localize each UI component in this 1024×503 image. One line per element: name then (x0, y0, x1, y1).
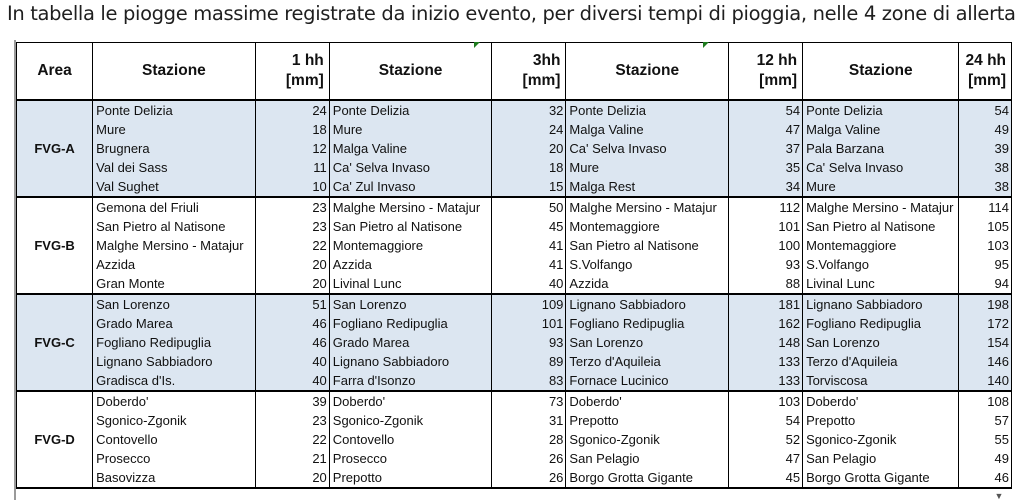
value-cell[interactable]: 45 (728, 468, 802, 488)
value-cell[interactable]: 108 (959, 391, 1012, 411)
station-cell[interactable]: Livinal Lunc (803, 274, 959, 294)
station-cell[interactable]: San Pietro al Natisone (566, 236, 729, 255)
station-cell[interactable]: Borgo Grotta Gigante (803, 468, 959, 488)
table-row (17, 158, 1012, 177)
value-cell[interactable]: 38 (959, 158, 1012, 177)
station-cell[interactable]: Montemaggiore (566, 217, 729, 236)
value-cell[interactable]: 52 (728, 430, 802, 449)
header-1h: 1 hh [mm] (255, 43, 329, 101)
table-row (17, 294, 1012, 314)
station-cell[interactable]: Farra d'Isonzo (329, 371, 492, 391)
station-cell[interactable]: S.Volfango (566, 255, 729, 274)
station-cell[interactable]: Ponte Delizia (93, 100, 256, 120)
station-cell[interactable]: Montemaggiore (803, 236, 959, 255)
station-cell[interactable]: Ponte Delizia (329, 100, 492, 120)
value-cell[interactable]: 40 (492, 274, 566, 294)
value-cell[interactable]: 45 (492, 217, 566, 236)
station-cell[interactable]: Gradisca d'Is. (93, 371, 256, 391)
station-cell[interactable]: Lignano Sabbiadoro (93, 352, 256, 371)
value-cell[interactable]: 103 (728, 391, 802, 411)
station-cell[interactable]: Fogliano Redipuglia (803, 314, 959, 333)
station-cell[interactable]: Malga Rest (566, 177, 729, 197)
value-cell[interactable]: 31 (492, 411, 566, 430)
station-cell[interactable]: Livinal Lunc (329, 274, 492, 294)
station-cell[interactable]: Doberdo' (566, 391, 729, 411)
station-cell[interactable]: Prosecco (329, 449, 492, 468)
station-cell[interactable]: San Lorenzo (93, 294, 256, 314)
station-cell[interactable]: Doberdo' (329, 391, 492, 411)
value-cell[interactable]: 114 (959, 197, 1012, 217)
header-station-12h: Stazione (566, 43, 729, 101)
table-row (17, 391, 1012, 411)
station-cell[interactable]: Prepotto (566, 411, 729, 430)
station-cell[interactable]: Gemona del Friuli (93, 197, 256, 217)
station-cell[interactable]: Azzida (566, 274, 729, 294)
station-cell[interactable]: Montemaggiore (329, 236, 492, 255)
value-cell[interactable]: 28 (492, 430, 566, 449)
value-cell[interactable]: 35 (728, 158, 802, 177)
station-cell[interactable]: Grado Marea (93, 314, 256, 333)
value-cell[interactable]: 83 (492, 371, 566, 391)
station-cell[interactable]: San Pietro al Natisone (329, 217, 492, 236)
table-row (17, 314, 1012, 333)
zone-label: FVG-B (17, 197, 93, 294)
value-cell[interactable]: 38 (959, 177, 1012, 197)
chevron-down-icon[interactable]: ▼ (994, 491, 1004, 501)
table-caption: In tabella le piogge massime registrate da inizio evento, per diversi tempi di pioggia, nelle 4 zone di allerta (7, 2, 1016, 25)
value-cell[interactable]: 15 (492, 177, 566, 197)
station-cell[interactable]: Sgonico-Zgonik (566, 430, 729, 449)
value-cell[interactable]: 181 (728, 294, 802, 314)
zone-label: FVG-A (17, 100, 93, 197)
value-cell[interactable]: 109 (492, 294, 566, 314)
station-cell[interactable]: Fogliano Redipuglia (566, 314, 729, 333)
value-cell[interactable]: 89 (492, 352, 566, 371)
station-cell[interactable]: Malghe Mersino - Matajur (566, 197, 729, 217)
value-cell[interactable]: 154 (959, 333, 1012, 352)
value-cell[interactable]: 73 (492, 391, 566, 411)
value-cell[interactable]: 95 (959, 255, 1012, 274)
station-cell[interactable]: Prosecco (93, 449, 256, 468)
station-cell[interactable]: Prepotto (329, 468, 492, 488)
station-cell[interactable]: Mure (329, 120, 492, 139)
value-cell[interactable]: 105 (959, 217, 1012, 236)
station-cell[interactable]: Fogliano Redipuglia (329, 314, 492, 333)
station-cell[interactable]: Torviscosa (803, 371, 959, 391)
station-cell[interactable]: Mure (93, 120, 256, 139)
value-cell[interactable]: 10 (255, 177, 329, 197)
station-cell[interactable]: San Lorenzo (566, 333, 729, 352)
station-cell[interactable]: Ca' Selva Invaso (803, 158, 959, 177)
station-cell[interactable]: Sgonico-Zgonik (329, 411, 492, 430)
value-cell[interactable]: 18 (255, 120, 329, 139)
header-12h: 12 hh [mm] (728, 43, 802, 101)
table-body (17, 100, 1012, 488)
table-row (17, 430, 1012, 449)
station-cell[interactable]: San Lorenzo (803, 333, 959, 352)
station-cell[interactable]: Ca' Selva Invaso (566, 139, 729, 158)
station-cell[interactable]: Doberdo' (93, 391, 256, 411)
zone-label: FVG-D (17, 391, 93, 488)
station-cell[interactable]: Azzida (93, 255, 256, 274)
value-cell[interactable]: 40 (255, 352, 329, 371)
table-row (17, 449, 1012, 468)
value-cell[interactable]: 32 (492, 100, 566, 120)
value-cell[interactable]: 133 (728, 352, 802, 371)
station-cell[interactable]: Ponte Delizia (566, 100, 729, 120)
station-cell[interactable]: San Pelagio (566, 449, 729, 468)
station-cell[interactable]: Terzo d'Aquileia (566, 352, 729, 371)
value-cell[interactable]: 101 (492, 314, 566, 333)
header-3h: 3hh [mm] (492, 43, 566, 101)
station-cell[interactable]: Mure (566, 158, 729, 177)
station-cell[interactable]: Terzo d'Aquileia (803, 352, 959, 371)
station-cell[interactable]: Gran Monte (93, 274, 256, 294)
value-cell[interactable]: 47 (728, 449, 802, 468)
station-cell[interactable]: Malga Valine (803, 120, 959, 139)
value-cell[interactable]: 103 (959, 236, 1012, 255)
value-cell[interactable]: 93 (492, 333, 566, 352)
value-cell[interactable]: 20 (255, 274, 329, 294)
value-cell[interactable]: 46 (255, 333, 329, 352)
station-cell[interactable]: Val dei Sass (93, 158, 256, 177)
station-cell[interactable]: San Pelagio (803, 449, 959, 468)
value-cell[interactable]: 148 (728, 333, 802, 352)
table-row (17, 100, 1012, 120)
value-cell[interactable]: 94 (959, 274, 1012, 294)
table-row (17, 120, 1012, 139)
value-cell[interactable]: 140 (959, 371, 1012, 391)
value-cell[interactable]: 21 (255, 449, 329, 468)
table-row (17, 333, 1012, 352)
station-cell[interactable]: Sgonico-Zgonik (803, 430, 959, 449)
value-cell[interactable]: 46 (959, 468, 1012, 488)
station-cell[interactable]: Fogliano Redipuglia (93, 333, 256, 352)
station-cell[interactable]: Mure (803, 177, 959, 197)
station-cell[interactable]: Ca' Selva Invaso (329, 158, 492, 177)
comment-triangle-icon[interactable] (474, 42, 480, 48)
value-cell[interactable]: 20 (255, 255, 329, 274)
value-cell[interactable]: 12 (255, 139, 329, 158)
value-cell[interactable]: 100 (728, 236, 802, 255)
header-station-24h: Stazione (803, 43, 959, 101)
value-cell[interactable]: 41 (492, 255, 566, 274)
value-cell[interactable]: 37 (728, 139, 802, 158)
value-cell[interactable]: 88 (728, 274, 802, 294)
table-row (17, 371, 1012, 391)
value-cell[interactable]: 101 (728, 217, 802, 236)
value-cell[interactable]: 39 (959, 139, 1012, 158)
value-cell[interactable]: 24 (492, 120, 566, 139)
value-cell[interactable]: 162 (728, 314, 802, 333)
table-row (17, 236, 1012, 255)
station-cell[interactable]: Lignano Sabbiadoro (803, 294, 959, 314)
table-row (17, 255, 1012, 274)
table-row (17, 139, 1012, 158)
table-row (17, 468, 1012, 488)
value-cell[interactable]: 133 (728, 371, 802, 391)
value-cell[interactable]: 22 (255, 430, 329, 449)
station-cell[interactable]: Val Sughet (93, 177, 256, 197)
station-cell[interactable]: Prepotto (803, 411, 959, 430)
value-cell[interactable]: 172 (959, 314, 1012, 333)
table-row (17, 274, 1012, 294)
station-cell[interactable]: Borgo Grotta Gigante (566, 468, 729, 488)
station-cell[interactable]: Sgonico-Zgonik (93, 411, 256, 430)
value-cell[interactable]: 54 (728, 100, 802, 120)
value-cell[interactable]: 54 (728, 411, 802, 430)
value-cell[interactable]: 57 (959, 411, 1012, 430)
table-row (17, 197, 1012, 217)
table-row (17, 411, 1012, 430)
value-cell[interactable]: 49 (959, 449, 1012, 468)
value-cell[interactable]: 146 (959, 352, 1012, 371)
header-station-1h: Stazione (93, 43, 256, 101)
station-cell[interactable]: Contovello (93, 430, 256, 449)
value-cell[interactable]: 51 (255, 294, 329, 314)
header-row (17, 43, 1012, 101)
value-cell[interactable]: 47 (728, 120, 802, 139)
value-cell[interactable]: 112 (728, 197, 802, 217)
zone-label: FVG-C (17, 294, 93, 391)
value-cell[interactable]: 23 (255, 217, 329, 236)
value-cell[interactable]: 26 (492, 468, 566, 488)
table-row (17, 177, 1012, 197)
station-cell[interactable]: San Pietro al Natisone (93, 217, 256, 236)
station-cell[interactable]: Malghe Mersino - Matajur (803, 197, 959, 217)
value-cell[interactable]: 23 (255, 411, 329, 430)
header-area: Area (17, 43, 93, 101)
value-cell[interactable]: 40 (255, 371, 329, 391)
value-cell[interactable]: 26 (492, 449, 566, 468)
station-cell[interactable]: Ca' Zul Invaso (329, 177, 492, 197)
station-cell[interactable]: Malga Valine (329, 139, 492, 158)
value-cell[interactable]: 18 (492, 158, 566, 177)
value-cell[interactable]: 41 (492, 236, 566, 255)
station-cell[interactable]: San Lorenzo (329, 294, 492, 314)
station-cell[interactable]: Lignano Sabbiadoro (329, 352, 492, 371)
value-cell[interactable]: 39 (255, 391, 329, 411)
station-cell[interactable]: Azzida (329, 255, 492, 274)
value-cell[interactable]: 49 (959, 120, 1012, 139)
value-cell[interactable]: 55 (959, 430, 1012, 449)
station-cell[interactable]: Contovello (329, 430, 492, 449)
header-24h: 24 hh [mm] (959, 43, 1012, 101)
value-cell[interactable]: 34 (728, 177, 802, 197)
station-cell[interactable]: Malghe Mersino - Matajur (329, 197, 492, 217)
value-cell[interactable]: 93 (728, 255, 802, 274)
station-cell[interactable]: Malga Valine (566, 120, 729, 139)
station-cell[interactable]: Basovizza (93, 468, 256, 488)
value-cell[interactable]: 54 (959, 100, 1012, 120)
rainfall-table (16, 42, 1012, 489)
station-cell[interactable]: Brugnera (93, 139, 256, 158)
value-cell[interactable]: 50 (492, 197, 566, 217)
value-cell[interactable]: 22 (255, 236, 329, 255)
value-cell[interactable]: 46 (255, 314, 329, 333)
value-cell[interactable]: 24 (255, 100, 329, 120)
station-cell[interactable]: Ponte Delizia (803, 100, 959, 120)
value-cell[interactable]: 23 (255, 197, 329, 217)
station-cell[interactable]: Fornace Lucinico (566, 371, 729, 391)
station-cell[interactable]: Doberdo' (803, 391, 959, 411)
station-cell[interactable]: San Pietro al Natisone (803, 217, 959, 236)
table-row (17, 352, 1012, 371)
value-cell[interactable]: 11 (255, 158, 329, 177)
value-cell[interactable]: 20 (255, 468, 329, 488)
header-station-3h: Stazione (329, 43, 492, 101)
comment-triangle-icon[interactable] (703, 42, 709, 48)
station-cell[interactable]: Pala Barzana (803, 139, 959, 158)
station-cell[interactable]: Malghe Mersino - Matajur (93, 236, 256, 255)
value-cell[interactable]: 20 (492, 139, 566, 158)
station-cell[interactable]: Lignano Sabbiadoro (566, 294, 729, 314)
station-cell[interactable]: S.Volfango (803, 255, 959, 274)
station-cell[interactable]: Grado Marea (329, 333, 492, 352)
table-row (17, 217, 1012, 236)
value-cell[interactable]: 198 (959, 294, 1012, 314)
